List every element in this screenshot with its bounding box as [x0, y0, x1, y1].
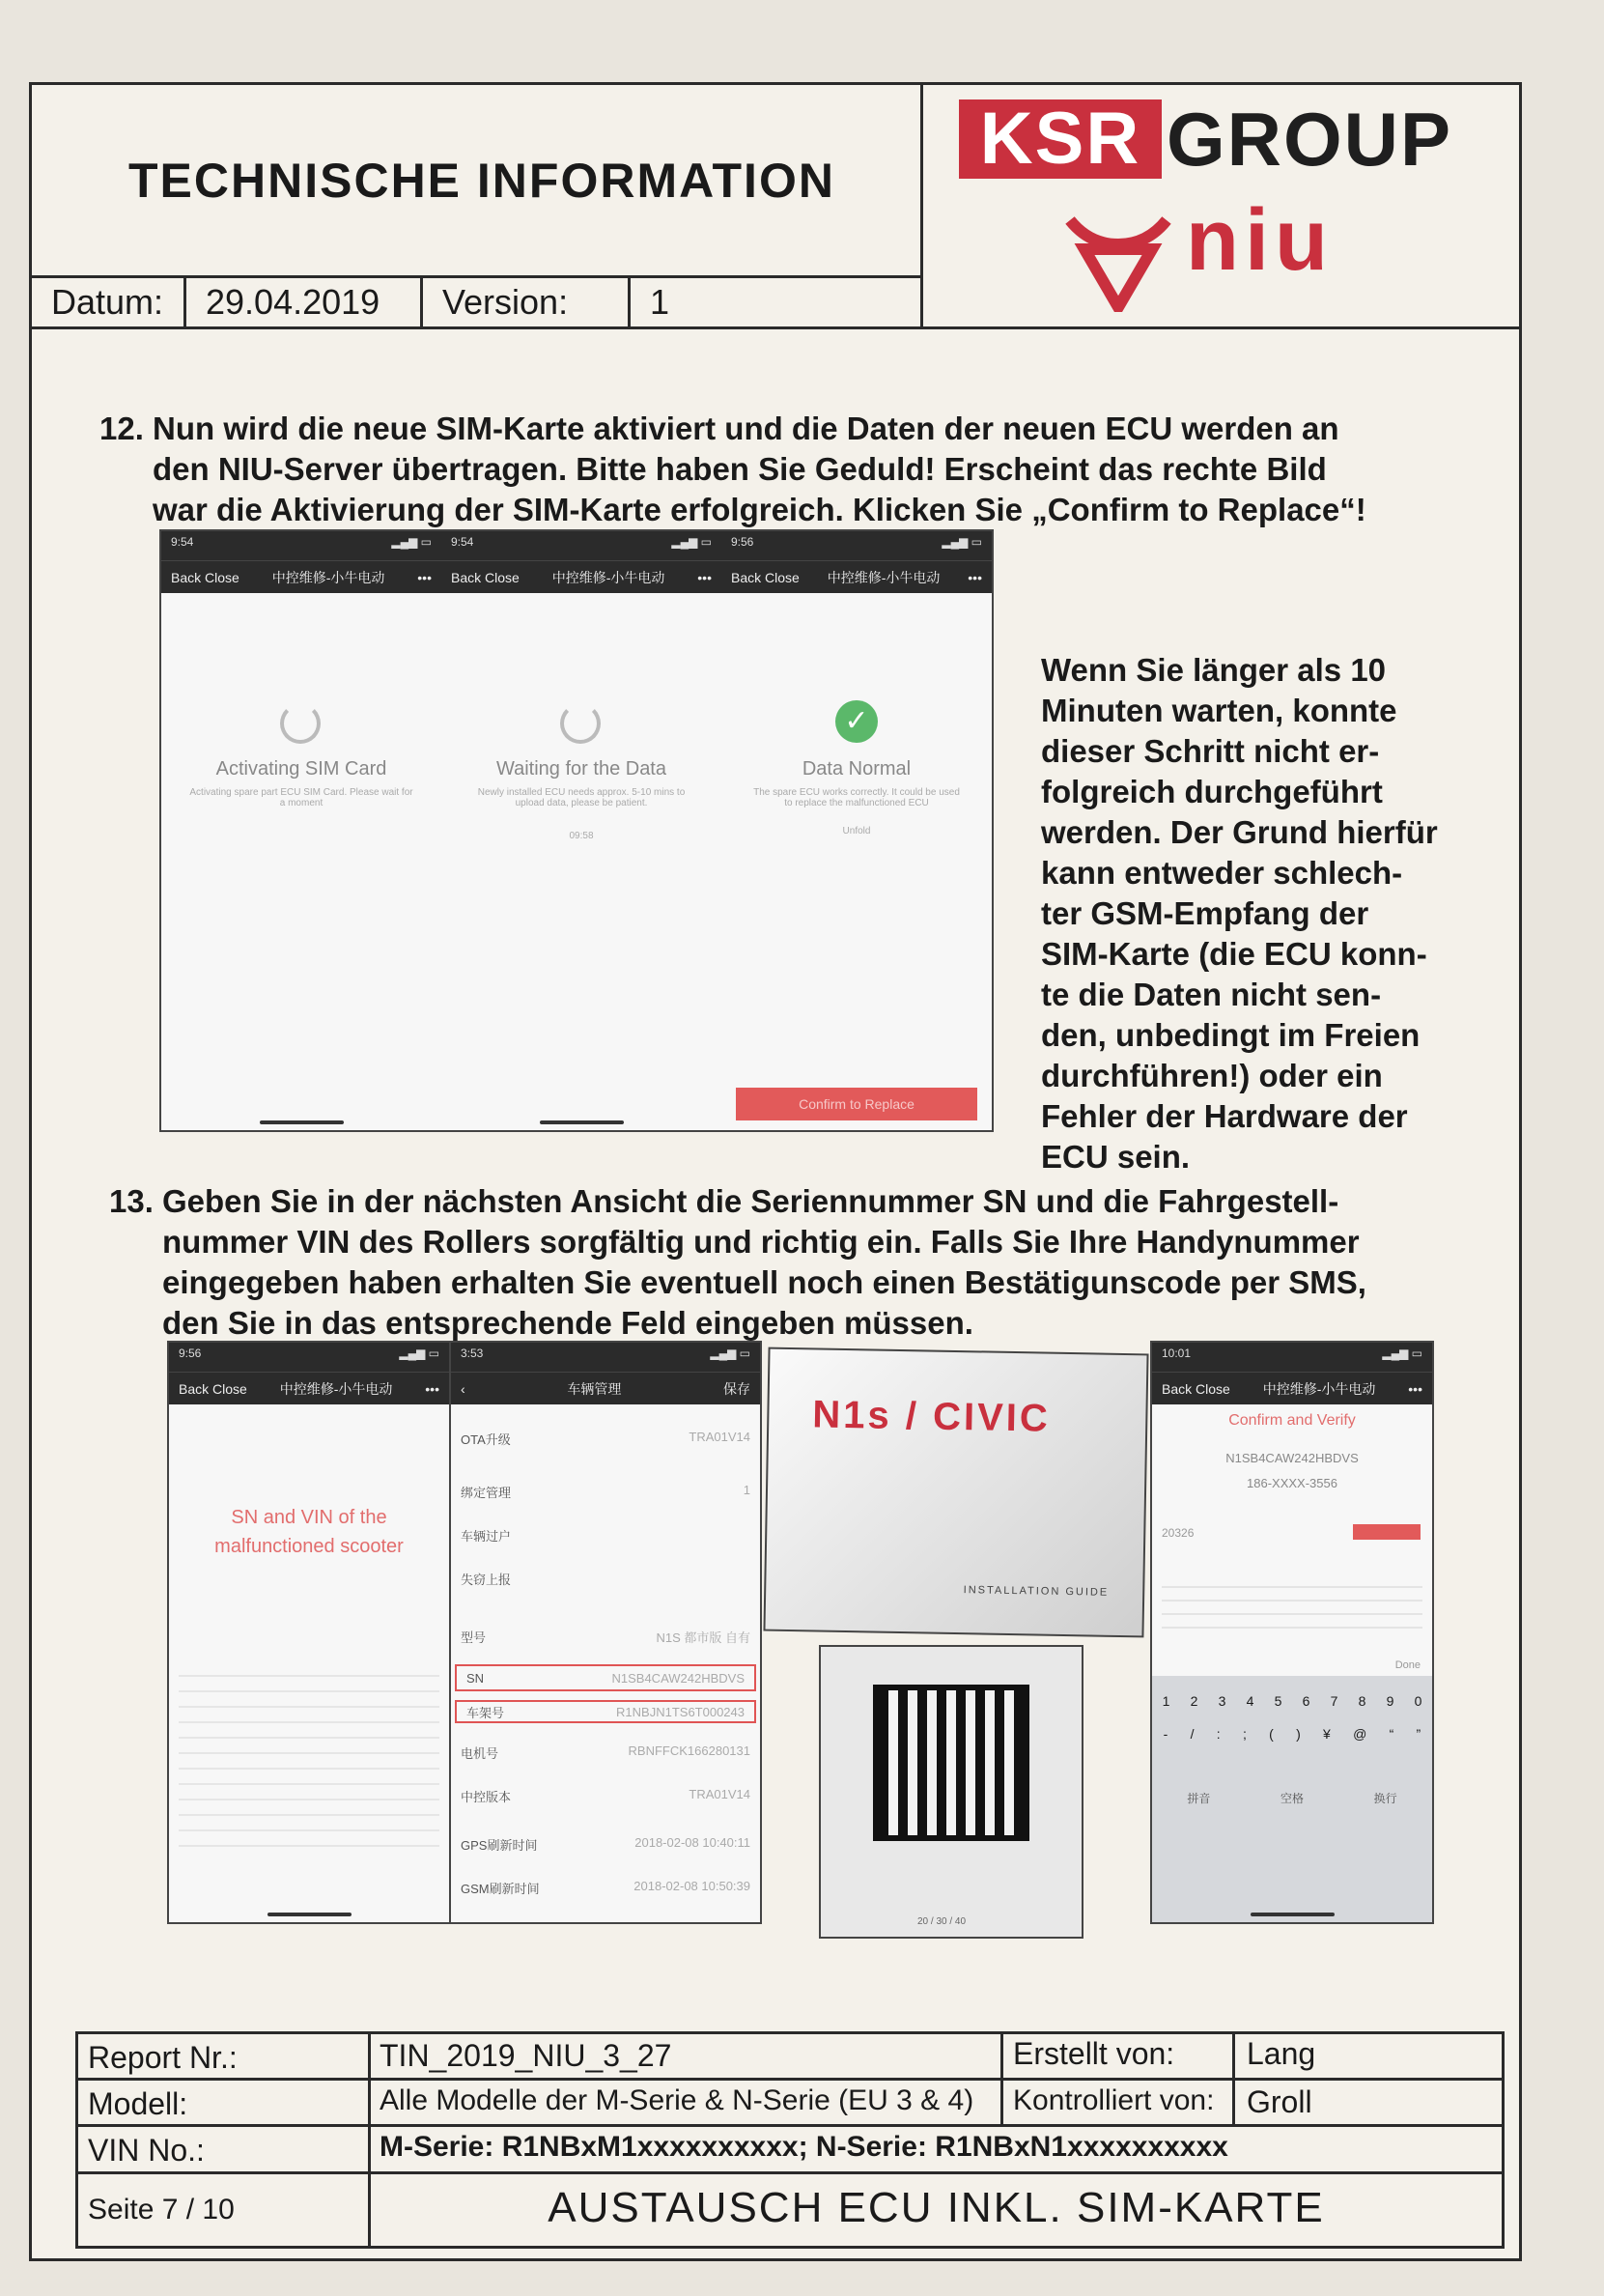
side-note-line: ter GSM-Empfang der — [1041, 895, 1369, 931]
kontrolliert-value: Groll — [1247, 2084, 1312, 2119]
row-value: 1 — [743, 1483, 750, 1497]
kontrolliert-label: Kontrolliert von: — [1013, 2084, 1215, 2116]
niu-horns-icon — [1065, 215, 1171, 312]
modell-label: Modell: — [88, 2086, 188, 2121]
more-icon[interactable]: ••• — [968, 569, 982, 585]
status-bar — [169, 1343, 449, 1372]
signal-icon: ▂▄▆ ▭ — [671, 535, 712, 549]
key[interactable]: 8 — [1358, 1693, 1366, 1709]
back-close-link[interactable]: Back Close — [731, 569, 800, 585]
phone-vehicle-management — [449, 1341, 762, 1924]
sn-value: N1SB4CAW242HBDVS — [1225, 1451, 1359, 1465]
key[interactable]: ¥ — [1323, 1726, 1331, 1742]
row-value: R1NBJN1TS6T000243 — [616, 1704, 745, 1719]
phone-screen — [169, 1343, 449, 1922]
instructions-placeholder — [179, 1661, 439, 1855]
status-time: 10:01 — [1162, 1346, 1192, 1360]
datum-label: Datum: — [32, 278, 186, 326]
page-indicator: Seite 7 / 10 — [88, 2194, 235, 2225]
phone-data-normal — [721, 531, 992, 1130]
step-12 — [99, 409, 1490, 534]
sn-vin-title: SN and VIN of the — [231, 1507, 387, 1528]
unfold-link[interactable]: Unfold — [842, 826, 871, 836]
success-check-icon: ✓ — [835, 700, 878, 743]
header-meta-row — [32, 275, 920, 326]
back-close-link[interactable]: Back Close — [171, 569, 239, 585]
side-note-line: kann entweder schlech- — [1041, 855, 1403, 891]
status-time: 9:54 — [171, 535, 194, 549]
waiting-data-title: Waiting for the Data — [495, 758, 666, 780]
erstellt-value: Lang — [1247, 2036, 1316, 2071]
key[interactable]: ” — [1416, 1726, 1421, 1742]
version-value: 1 — [650, 282, 670, 322]
step-12-screenshots — [159, 529, 994, 1132]
row-key: GSM刷新时间 — [461, 1882, 540, 1896]
status-bar — [721, 531, 992, 560]
side-note-line: SIM-Karte (die ECU konn- — [1041, 936, 1427, 972]
status-bar — [161, 531, 441, 560]
key[interactable]: ( — [1269, 1726, 1274, 1742]
key[interactable]: ; — [1242, 1726, 1247, 1742]
version-label: Version: — [423, 278, 631, 326]
row-value: 2018-02-08 10:40:11 — [634, 1835, 750, 1850]
side-note-line: te die Daten nicht sen- — [1041, 977, 1382, 1012]
app-nav-bar — [161, 560, 441, 593]
back-close-link[interactable]: Back Close — [451, 569, 520, 585]
data-normal-note: The spare ECU works correctly. It could be used to replace the malfunctioned ECU — [753, 787, 960, 808]
settings-row — [451, 1787, 760, 1805]
settings-row[interactable] — [451, 1483, 760, 1501]
signal-icon: ▂▄▆ ▭ — [942, 535, 982, 549]
key[interactable]: 0 — [1414, 1693, 1422, 1709]
nav-title: 中控维修-小牛电动 — [827, 569, 941, 585]
confirm-verify-title: Confirm and Verify — [1228, 1412, 1356, 1429]
row-value: N1SB4CAW242HBDVS — [611, 1670, 745, 1686]
signal-icon: ▂▄▆ ▭ — [399, 1346, 439, 1360]
row-key: 车架号 — [466, 1705, 505, 1720]
row-key: SN — [466, 1670, 485, 1686]
row-value: TRA01V14 — [689, 1787, 750, 1801]
key[interactable]: 5 — [1274, 1693, 1282, 1709]
phone-waiting-data — [441, 531, 723, 1130]
side-note-line: werden. Der Grund hierfür — [1041, 814, 1438, 850]
phone-screen — [1152, 1343, 1432, 1922]
nav-title: 中控维修-小牛电动 — [279, 1380, 393, 1397]
group-logo-text: GROUP — [1167, 97, 1453, 182]
key[interactable]: 4 — [1246, 1693, 1254, 1709]
step-13-line: Geben Sie in der nächsten Ansicht die Seriennummer SN und die Fahrgestell- — [162, 1183, 1339, 1219]
datum-value: 29.04.2019 — [186, 278, 423, 326]
back-close-link[interactable]: Back Close — [1162, 1380, 1230, 1397]
vin-label: VIN No.: — [88, 2133, 205, 2168]
data-normal-title: Data Normal — [802, 758, 912, 780]
keyboard-row-symbols — [1152, 1709, 1432, 1742]
step-13 — [109, 1181, 1500, 1346]
back-chevron-icon[interactable]: ‹ — [461, 1380, 465, 1397]
side-note-line: dieser Schritt nicht er- — [1041, 733, 1380, 769]
app-nav-bar — [441, 560, 721, 593]
step-12-side-note — [1041, 650, 1485, 1177]
nav-title: 中控维修-小牛电动 — [271, 569, 385, 585]
home-indicator — [267, 1913, 352, 1916]
sn-vin-subtitle: malfunctioned scooter — [214, 1536, 404, 1557]
waiting-timer: 09:58 — [569, 831, 594, 841]
key[interactable]: 7 — [1330, 1693, 1338, 1709]
key[interactable]: ) — [1296, 1726, 1301, 1742]
status-time: 9:54 — [451, 535, 474, 549]
vin-row-highlighted[interactable] — [455, 1700, 756, 1723]
activating-sim-title: Activating SIM Card — [215, 758, 387, 780]
side-note-line: Wenn Sie länger als 10 — [1041, 652, 1387, 688]
row-key: 绑定管理 — [461, 1486, 512, 1500]
signal-icon: ▂▄▆ ▭ — [1382, 1346, 1422, 1360]
row-key: 失窃上报 — [461, 1573, 512, 1587]
side-note-line: durchführen!) oder ein — [1041, 1058, 1383, 1093]
keyboard-row-bottom — [1152, 1742, 1432, 1806]
more-icon[interactable]: ••• — [417, 569, 432, 585]
document-type-title: TECHNISCHE INFORMATION — [128, 154, 835, 208]
nav-title: 车辆管理 — [567, 1380, 622, 1397]
row-key: 车辆过户 — [461, 1529, 512, 1544]
phone-sn-vin-entry — [167, 1341, 451, 1924]
row-key: 电机号 — [461, 1746, 499, 1761]
return-key[interactable]: 换行 — [1373, 1792, 1397, 1805]
phone-activating-sim — [161, 531, 443, 1130]
modell-value: Alle Modelle der M-Serie & N-Serie (EU 3 & 4) — [380, 2084, 974, 2116]
step-12-text — [153, 409, 1366, 530]
qr-code-icon — [879, 1690, 1024, 1835]
settings-row[interactable] — [451, 1430, 760, 1448]
send-code-button[interactable] — [1353, 1524, 1421, 1540]
space-key[interactable]: 空格 — [1280, 1792, 1304, 1805]
step-12-line: Nun wird die neue SIM-Karte aktiviert und die Daten der neuen ECU werden an — [153, 411, 1339, 446]
side-note-line: Minuten warten, konnte — [1041, 693, 1397, 728]
step-12-line: war die Aktivierung der SIM-Karte erfolgreich. Klicken Sie „Confirm to Replace“! — [153, 492, 1366, 527]
erstellt-label: Erstellt von: — [1013, 2036, 1175, 2071]
step-13-number: 13. — [109, 1183, 154, 1219]
more-icon[interactable]: ••• — [697, 569, 712, 585]
n1s-civic-brand: N1s / CIVIC — [812, 1393, 1052, 1440]
key[interactable]: 9 — [1386, 1693, 1394, 1709]
guide-page-footer: 20 / 30 / 40 — [917, 1916, 967, 1927]
row-key: 型号 — [461, 1630, 487, 1645]
activating-sim-note: Activating spare part ECU SIM Card. Please wait for a moment — [189, 787, 413, 808]
settings-row[interactable] — [451, 1526, 760, 1545]
row-value: TRA01V14 — [689, 1430, 750, 1444]
step-12-number: 12. — [99, 411, 144, 446]
side-note-line: folgreich durchgeführt — [1041, 774, 1383, 809]
step-13-line: den Sie in das entsprechende Feld eingeben müssen. — [162, 1305, 973, 1341]
signal-icon: ▂▄▆ ▭ — [391, 535, 432, 549]
settings-row — [451, 1835, 760, 1854]
row-key: GPS刷新时间 — [461, 1838, 538, 1853]
header-title-block — [32, 85, 923, 326]
home-indicator — [260, 1120, 344, 1124]
app-nav-bar — [721, 560, 992, 593]
loading-spinner-icon — [560, 703, 601, 744]
key[interactable]: 1 — [1162, 1693, 1170, 1709]
row-value: N1S 都市版 自有 — [656, 1630, 750, 1645]
nav-title: 中控维修-小牛电动 — [1262, 1380, 1376, 1397]
status-bar — [451, 1343, 760, 1372]
settings-row — [451, 1628, 760, 1646]
status-time: 9:56 — [179, 1346, 202, 1360]
more-icon[interactable]: ••• — [1408, 1380, 1422, 1397]
key[interactable]: 6 — [1302, 1693, 1310, 1709]
phone-confirm-verify — [1150, 1341, 1434, 1924]
loading-spinner-icon — [280, 703, 321, 744]
installation-guide-booklet — [763, 1347, 1148, 1638]
keyboard-done-button[interactable]: Done — [1394, 1659, 1421, 1671]
confirm-to-replace-button[interactable]: Confirm to Replace — [736, 1088, 977, 1120]
installation-guide-label: INSTALLATION GUIDE — [963, 1584, 1110, 1599]
app-nav-bar — [451, 1372, 760, 1404]
save-link[interactable]: 保存 — [722, 1380, 750, 1397]
numeric-keyboard — [1152, 1676, 1432, 1922]
app-nav-bar — [169, 1372, 449, 1404]
report-value: TIN_2019_NIU_3_27 — [380, 2038, 672, 2073]
document-subject-title: AUSTAUSCH ECU INKL. SIM-KARTE — [548, 2184, 1325, 2231]
qr-code-page — [819, 1645, 1083, 1939]
key[interactable]: “ — [1389, 1726, 1394, 1742]
report-label: Report Nr.: — [88, 2040, 238, 2075]
key[interactable]: @ — [1353, 1726, 1367, 1742]
step-12-line: den NIU-Server übertragen. Bitte haben Sie Geduld! Erscheint das rechte Bild — [153, 451, 1327, 487]
step-13-line: eingegeben haben erhalten Sie eventuell noch einen Bestätigunscode per SMS, — [162, 1264, 1366, 1300]
row-key: OTA升级 — [461, 1432, 511, 1447]
key[interactable]: 2 — [1190, 1693, 1198, 1709]
side-note-line: den, unbedingt im Freien — [1041, 1017, 1421, 1053]
document-header — [32, 85, 1519, 329]
document-sheet — [29, 82, 1522, 2261]
key[interactable]: 3 — [1218, 1693, 1226, 1709]
step-13-line: nummer VIN des Rollers sorgfältig und richtig ein. Falls Sie Ihre Handynummer — [162, 1224, 1360, 1260]
more-icon[interactable]: ••• — [425, 1380, 439, 1397]
row-key: 中控版本 — [461, 1790, 512, 1804]
ksr-group-niu-logo — [930, 95, 1509, 317]
phone-number-value: 186-XXXX-3556 — [1247, 1476, 1337, 1490]
vin-value: M-Serie: R1NBxM1xxxxxxxxxx; N-Serie: R1NBxN1xxxxxxxxxx — [380, 2131, 1228, 2163]
key[interactable]: : — [1216, 1726, 1221, 1742]
status-time: 9:56 — [731, 535, 754, 549]
pinyin-key[interactable]: 拼音 — [1187, 1792, 1211, 1805]
status-time: 3:53 — [461, 1346, 484, 1360]
key[interactable]: / — [1190, 1726, 1195, 1742]
ksr-logo: KSR — [959, 99, 1162, 179]
side-note-line: ECU sein. — [1041, 1139, 1191, 1175]
keyboard-row-digits — [1152, 1676, 1432, 1709]
nav-title: 中控维修-小牛电动 — [551, 569, 665, 585]
waiting-data-note: Newly installed ECU needs approx. 5-10 mins to upload data, please be patient. — [477, 787, 686, 808]
back-close-link[interactable]: Back Close — [179, 1380, 247, 1397]
status-bar — [441, 531, 721, 560]
phone-screen — [451, 1343, 760, 1922]
verification-code-input[interactable]: 20326 — [1162, 1526, 1195, 1540]
key[interactable]: - — [1163, 1726, 1168, 1742]
side-note-line: Fehler der Hardware der — [1041, 1098, 1408, 1134]
footer-table — [75, 2031, 1505, 2249]
app-nav-bar — [1152, 1372, 1432, 1404]
settings-row — [451, 1743, 760, 1762]
status-bar — [1152, 1343, 1432, 1372]
home-indicator — [540, 1120, 624, 1124]
sn-row-highlighted[interactable] — [455, 1664, 756, 1691]
step-13-text — [162, 1181, 1366, 1344]
settings-row — [451, 1879, 760, 1897]
settings-row[interactable] — [451, 1570, 760, 1588]
home-indicator — [1251, 1913, 1335, 1916]
row-value: 2018-02-08 10:50:39 — [633, 1879, 750, 1893]
verification-notes — [1162, 1574, 1422, 1632]
niu-logo-text: niu — [1186, 192, 1334, 289]
signal-icon: ▂▄▆ ▭ — [710, 1346, 750, 1360]
row-value: RBNFFCK166280131 — [628, 1743, 750, 1758]
